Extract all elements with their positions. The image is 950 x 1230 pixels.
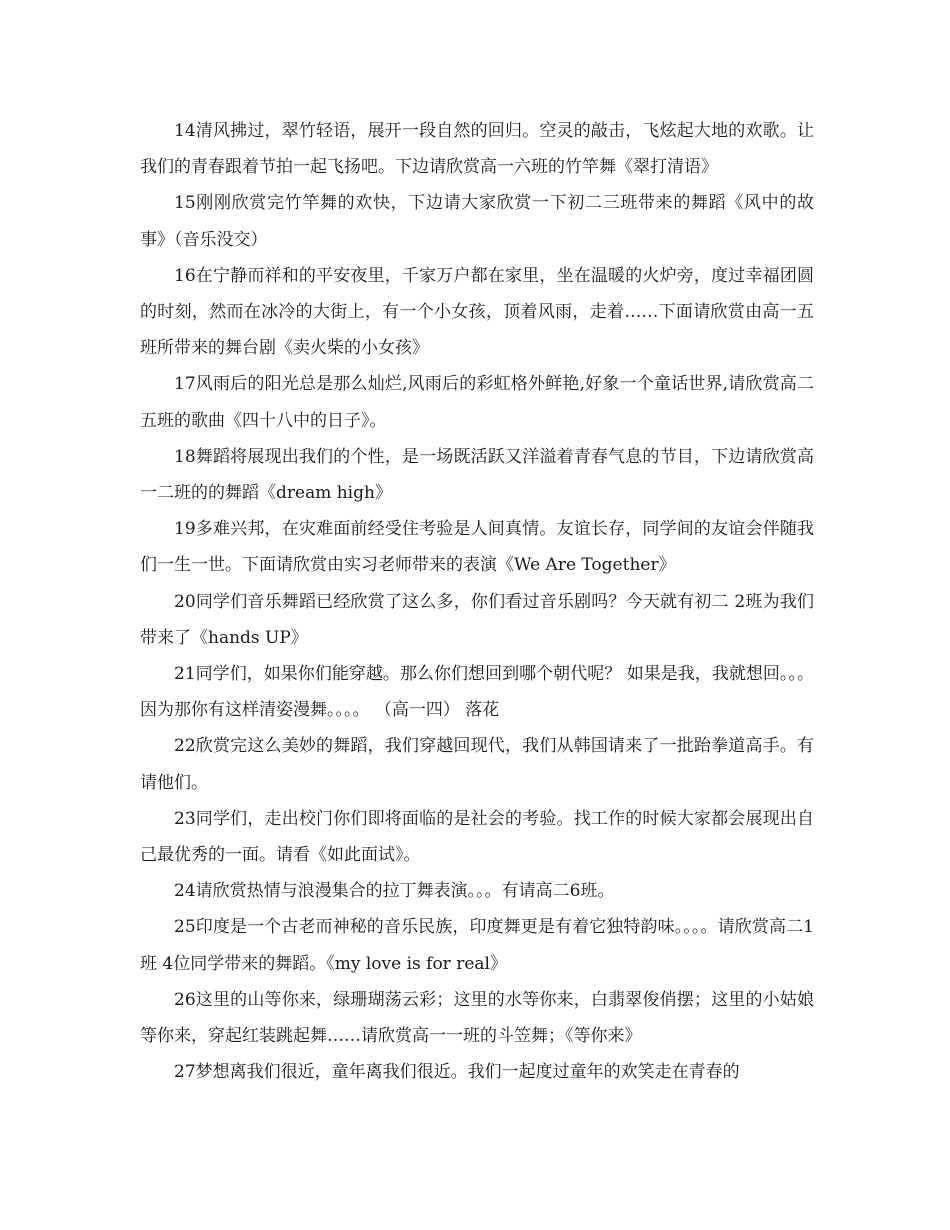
paragraph-23: 23同学们，走出校门你们即将面临的是社会的考验。找工作的时候大家都会展现出自己最优秀的一面。请看《如此面试》。 (140, 808, 814, 866)
paragraph-21: 21同学们，如果你们能穿越。那么你们想回到哪个朝代呢？ 如果是我，我就想回。。。 因为那你有这样清姿漫舞。。。。 （高一四） 落花 (140, 664, 820, 721)
paragraph-19: 19多难兴邦，在灾难面前经受住考验是人间真情。友谊长存，同学间的友谊会伴随我们一生一世。下面请欣赏由实习老师带来的表演《We Are Together》 (140, 519, 814, 576)
paragraph-15: 15刚刚欣赏完竹竿舞的欢快，下边请大家欣赏一下初二三班带来的舞蹈《风中的故事》（音乐没交） (140, 193, 814, 250)
paragraph-24: 24请欣赏热情与浪漫集合的拉丁舞表演。。。有请高二6班。 (174, 881, 615, 902)
paragraph-14: 14清风拂过，翠竹轻语，展开一段自然的回归。空灵的敲击，飞炫起大地的欢歌。让我们的青春跟着节拍一起飞扬吧。下边请欣赏高一六班的竹竿舞《翠打清语》 (140, 121, 814, 178)
paragraph-22: 22欣赏完这么美妙的舞蹈，我们穿越回现代，我们从韩国请来了一批跆拳道高手。有请他们。 (140, 736, 814, 793)
paragraph-20: 20同学们音乐舞蹈已经欣赏了这么多，你们看过音乐剧吗？今天就有初二 2班为我们带来了《hands UP》 (140, 591, 814, 648)
paragraph-16: 16在宁静而祥和的平安夜里，千家万户都在家里，坐在温暖的火炉旁，度过幸福团圆的时刻，然而在冰冷的大街上，有一个小女孩，顶着风雨，走着……下面请欣赏由高一五班所带来的舞台剧《卖火柴的小女孩》 (140, 265, 814, 359)
paragraph-26: 26这里的山等你来，绿珊瑚荡云彩；这里的水等你来，白翡翠俊俏摆；这里的小姑娘等你来，穿起红装跳起舞……请欣赏高一一班的斗笠舞；《等你来》 (140, 989, 814, 1047)
document-page (140, 113, 820, 1090)
paragraph-17: 17风雨后的阳光总是那么灿烂,风雨后的彩虹格外鲜艳,好象一个童话世界,请欣赏高二五班的歌曲《四十八中的日子》。 (140, 374, 814, 431)
paragraph-27: 27梦想离我们很近，童年离我们很近。我们一起度过童年的欢笑走在青春的 (174, 1062, 740, 1083)
paragraph-25: 25印度是一个古老而神秘的音乐民族，印度舞更是有着它独特韵味。。。。请欣赏高二1班 4位同学带来的舞蹈。《my love is for real》 (140, 917, 814, 974)
paragraph-18: 18舞蹈将展现出我们的个性，是一场既活跃又洋溢着青春气息的节目，下边请欣赏高一二班的的舞蹈《dream high》 (140, 446, 814, 504)
